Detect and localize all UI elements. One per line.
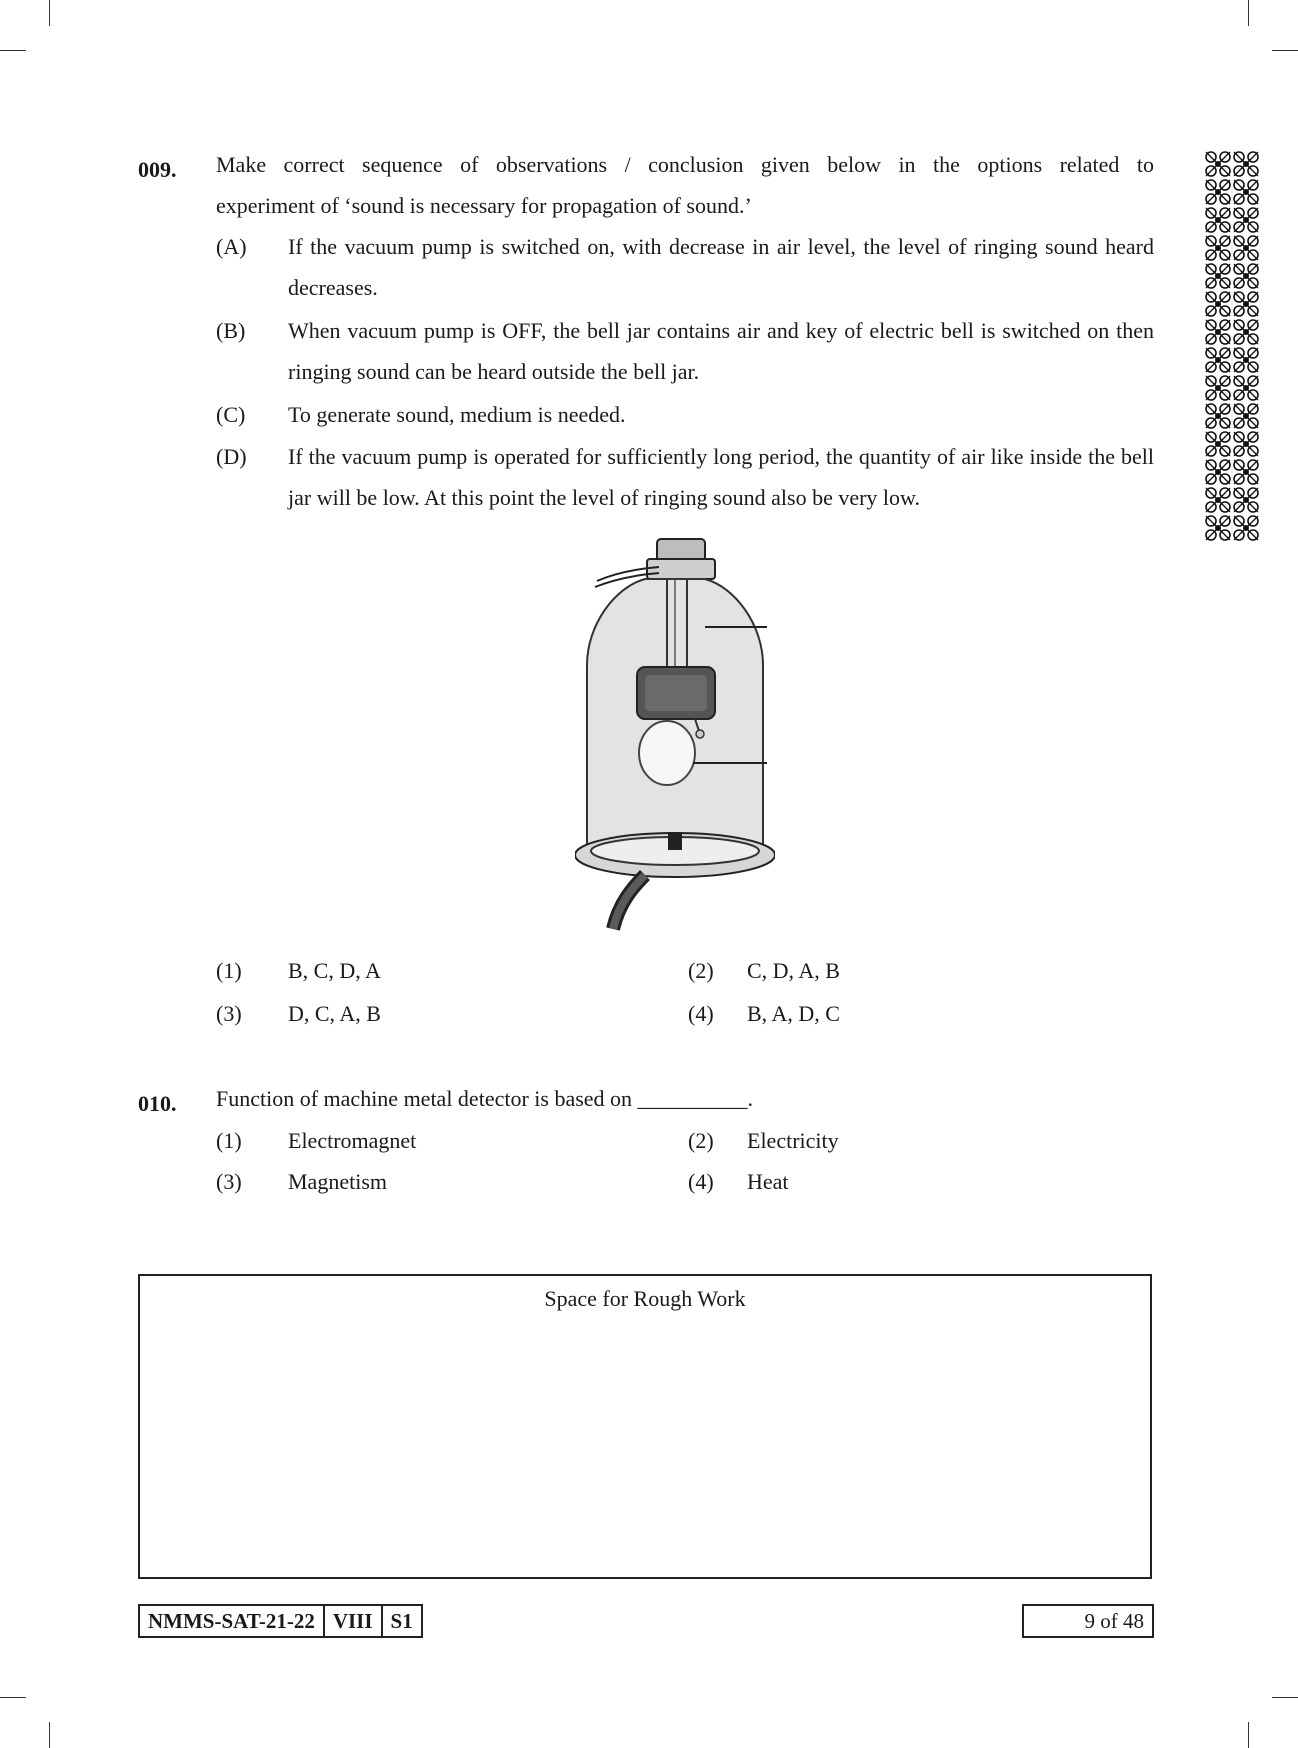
- option-label: (2): [688, 1128, 714, 1153]
- option-label: (2): [688, 958, 714, 983]
- statement-b: [216, 310, 1154, 392]
- statement-a: [216, 226, 1154, 308]
- rough-work-title: Space for Rough Work: [544, 1286, 746, 1311]
- crop-mark: [1272, 50, 1298, 51]
- option-label: (4): [688, 1169, 714, 1194]
- statement-text: If the vacuum pump is switched on, with decrease in air level, the level of ringing sound heard decreases.: [288, 234, 1154, 300]
- statement-label: (C): [216, 402, 246, 427]
- option-1[interactable]: [216, 1126, 416, 1156]
- statement-c: [216, 394, 1154, 435]
- option-label: (4): [688, 1001, 714, 1026]
- option-text: B, A, D, C: [747, 1001, 840, 1026]
- decorative-pattern: [1204, 150, 1260, 542]
- option-text: Magnetism: [288, 1169, 387, 1194]
- option-4[interactable]: [688, 999, 840, 1029]
- exam-set: S1: [381, 1606, 421, 1636]
- crop-mark: [0, 1697, 26, 1698]
- option-3[interactable]: [216, 1167, 387, 1197]
- question-stem: [216, 144, 1154, 226]
- statement-text: When vacuum pump is OFF, the bell jar contains air and key of electric bell is switched on then ringing sound can be heard outside the bell jar.: [288, 318, 1154, 384]
- crop-mark: [1248, 1722, 1249, 1748]
- statement-label: (B): [216, 318, 246, 343]
- question-number: 010.: [138, 1091, 177, 1116]
- option-text: D, C, A, B: [288, 1001, 381, 1026]
- crop-mark: [49, 0, 50, 26]
- option-text: Heat: [747, 1169, 789, 1194]
- statement-text: To generate sound, medium is needed.: [288, 402, 626, 427]
- rough-work-box: [138, 1274, 1152, 1579]
- page-number: 9 of 48: [1022, 1604, 1154, 1638]
- question-stem-line: Make correct sequence of observations / conclusion given below in the options related to: [216, 152, 1154, 177]
- option-text: Electromagnet: [288, 1128, 417, 1153]
- crop-mark: [49, 1722, 50, 1748]
- option-2[interactable]: [688, 956, 840, 986]
- question-number: 009.: [138, 157, 177, 182]
- question-stem-line: experiment of ‘sound is necessary for propagation of sound.’: [216, 193, 752, 218]
- crop-mark: [1272, 1697, 1298, 1698]
- option-text: C, D, A, B: [747, 958, 840, 983]
- option-2[interactable]: [688, 1126, 839, 1156]
- option-1[interactable]: [216, 956, 381, 986]
- option-text: Electricity: [747, 1128, 839, 1153]
- exam-code: NMMS-SAT-21-22: [148, 1608, 315, 1633]
- option-label: (3): [216, 1169, 242, 1194]
- crop-mark: [1248, 0, 1249, 26]
- question-stem: Function of machine metal detector is based on __________.: [216, 1086, 754, 1111]
- bell-jar-figure: [575, 535, 775, 935]
- statement-text: If the vacuum pump is operated for sufficiently long period, the quantity of air like inside the bell jar will be low. At this point the level of ringing sound also be very low.: [288, 444, 1154, 510]
- option-4[interactable]: [688, 1167, 789, 1197]
- option-label: (1): [216, 958, 242, 983]
- option-3[interactable]: [216, 999, 381, 1029]
- option-label: (3): [216, 1001, 242, 1026]
- option-label: (1): [216, 1128, 242, 1153]
- statement-d: [216, 436, 1154, 518]
- exam-code-box: [138, 1604, 423, 1638]
- statement-label: (D): [216, 444, 247, 469]
- statement-label: (A): [216, 234, 247, 259]
- crop-mark: [0, 50, 26, 51]
- exam-class: VIII: [323, 1606, 381, 1636]
- option-text: B, C, D, A: [288, 958, 381, 983]
